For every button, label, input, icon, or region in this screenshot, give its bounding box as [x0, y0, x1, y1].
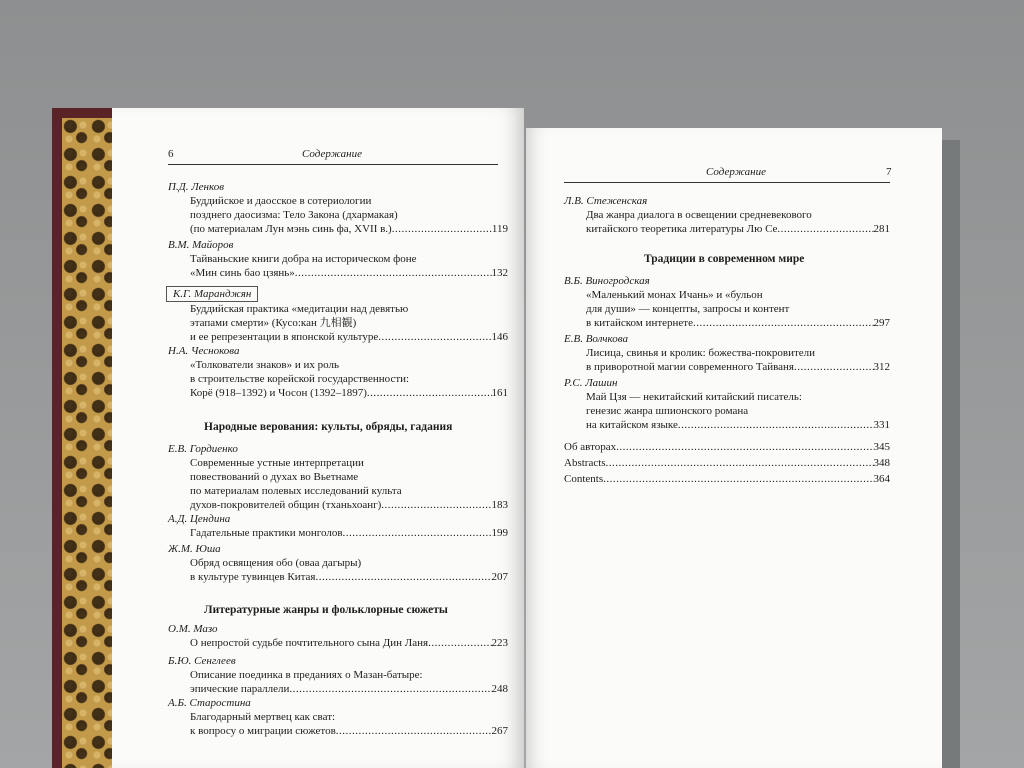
entry-page-number: 312	[873, 361, 890, 373]
entry-title-line: Два жанра диалога в освещении средневекового	[586, 209, 812, 221]
entry-title-line: Буддийское и даосское в сотериологии	[190, 195, 372, 207]
toc-entry	[564, 332, 890, 374]
entry-title-line: Современные устные интерпретации	[190, 457, 364, 469]
entry-title-last-line: китайского теоретика литературы Лю Се ..... 281	[564, 222, 890, 236]
entry-page-number: 348	[873, 457, 890, 469]
entry-page-number: 345	[873, 441, 890, 453]
section-heading: Народные верования: культы, обряды, гадания	[204, 421, 453, 433]
page-edges	[940, 140, 960, 768]
cover-fabric-pattern	[62, 118, 118, 768]
entry-author: Р.С. Лашин	[564, 377, 618, 389]
entry-page-number: 199	[491, 527, 508, 539]
section-heading: Литературные жанры и фольклорные сюжеты	[204, 604, 448, 616]
toc-line-contents: Contents ..... 364	[564, 472, 890, 486]
entry-page-number: 207	[491, 571, 508, 583]
toc-line-about-authors: Об авторах ..... 345	[564, 440, 890, 454]
right-header-rule	[564, 182, 890, 183]
right-running-header: Содержание	[706, 166, 767, 178]
entry-page-number: 248	[491, 683, 508, 695]
toc-line-abstracts: Abstracts ..... 348	[564, 456, 890, 470]
entry-title-last-line: в китайском интернете ..... 297	[564, 316, 890, 330]
entry-author	[168, 286, 508, 302]
entry-author: Н.А. Чеснокова	[168, 345, 240, 357]
entry-author: А.Б. Старостина	[168, 697, 251, 709]
entry-title-line: Май Цзя — некитайский китайский писатель:	[586, 391, 802, 403]
entry-title-last-line: в приворотной магии современного Тайваня ..... 312	[564, 360, 890, 374]
toc-back-matter	[564, 440, 890, 486]
left-page-number: 6	[168, 148, 174, 160]
toc-entry	[168, 344, 508, 400]
left-running-header: Содержание	[302, 148, 363, 160]
toc-entry	[168, 654, 508, 696]
entry-page-number: 132	[491, 267, 508, 279]
entry-title-line: позднего даосизма: Тело Закона (дхармакая)	[190, 209, 398, 221]
entry-title-line: Благодарный мертвец как сват:	[190, 711, 336, 723]
entry-title-last-line: (по материалам Лун мэнь синь фа, XVII в.) ..... 119	[168, 222, 508, 236]
entry-author: Е.В. Волчкова	[564, 333, 628, 345]
entry-title-last-line: «Мин синь бао цзянь» ..... 132	[168, 266, 508, 280]
toc-entry	[168, 286, 508, 344]
toc-entry	[168, 542, 508, 584]
entry-title-last-line: О непростой судьбе почтительного сына Дин Ланя ..... 223	[168, 636, 508, 650]
entry-title-line: Лисица, свинья и кролик: божества-покровители	[586, 347, 816, 359]
entry-author: Б.Ю. Сенглеев	[168, 655, 236, 667]
entry-title-last-line: на китайском языке ..... 331	[564, 418, 890, 432]
entry-author: А.Д. Цендина	[168, 513, 231, 525]
entry-title-last-line: Корё (918–1392) и Чосон (1392–1897) ..... 161	[168, 386, 508, 400]
entry-author: Л.В. Стеженская	[564, 195, 648, 207]
highlighted-author-box: К.Г. Маранджян	[166, 286, 258, 302]
entry-title-line: в строительстве корейской государственности:	[190, 373, 410, 385]
entry-title-line: «Маленький монах Ичань» и «бульон	[586, 289, 763, 301]
right-page	[526, 128, 942, 768]
entry-page-number: 223	[491, 637, 508, 649]
entry-author: Е.В. Гордиенко	[168, 443, 238, 455]
entry-page-number: 331	[873, 419, 890, 431]
entry-title-line: генезис жанра шпионского романа	[586, 405, 749, 417]
toc-entry	[168, 442, 508, 512]
entry-title-last-line: в культуре тувинцев Китая ..... 207	[168, 570, 508, 584]
entry-page-number: 119	[491, 223, 508, 235]
entry-page-number: 146	[491, 331, 508, 343]
toc-entry	[168, 512, 508, 540]
entry-title-line: для души» — концепты, запросы и контент	[586, 303, 790, 315]
entry-title-line: этапами смерти» (Кусо:кан 九相観)	[190, 317, 357, 329]
section-heading: Традиции в современном мире	[644, 253, 805, 265]
toc-entry	[168, 696, 508, 738]
toc-entry	[168, 622, 508, 650]
left-header-rule	[168, 164, 498, 165]
entry-author: Ж.М. Юша	[168, 543, 221, 555]
entry-title-last-line: Гадательные практики монголов ..... 199	[168, 526, 508, 540]
entry-author: О.М. Мазо	[168, 623, 218, 635]
left-page	[112, 108, 524, 768]
entry-page-number: 364	[873, 473, 890, 485]
toc-entry	[564, 274, 890, 330]
entry-title-last-line: эпические параллели ..... 248	[168, 682, 508, 696]
entry-page-number: 297	[873, 317, 890, 329]
entry-author: В.М. Майоров	[168, 239, 234, 251]
right-page-number: 7	[886, 166, 892, 178]
entry-title-line: Обряд освящения обо (оваа дагыры)	[190, 557, 362, 569]
entry-title-last-line: духов-покровителей общин (тханьхоанг) ..... 183	[168, 498, 508, 512]
toc-entry	[168, 238, 508, 280]
toc-entry	[168, 180, 508, 236]
entry-title-line: Буддийская практика «медитации над девятью	[190, 303, 409, 315]
entry-author: В.Б. Виногродская	[564, 275, 650, 287]
entry-page-number: 161	[491, 387, 508, 399]
toc-entry	[564, 376, 890, 432]
entry-title-last-line: и ее репрезентации в японской культуре ..... 146	[168, 330, 508, 344]
toc-entry	[564, 194, 890, 236]
entry-page-number: 183	[491, 499, 508, 511]
entry-page-number: 281	[873, 223, 890, 235]
entry-title-line: «Толкователи знаков» и их роль	[190, 359, 339, 371]
entry-author: П.Д. Ленков	[168, 181, 224, 193]
entry-title-last-line: к вопросу о миграции сюжетов ..... 267	[168, 724, 508, 738]
entry-page-number: 267	[491, 725, 508, 737]
entry-title-line: Тайваньские книги добра на историческом фоне	[190, 253, 417, 265]
entry-title-line: Описание поединка в преданиях о Мазан-батыре:	[190, 669, 423, 681]
entry-title-line: по материалам полевых исследований культа	[190, 485, 402, 497]
entry-title-line: повествований о духах во Вьетнаме	[190, 471, 359, 483]
